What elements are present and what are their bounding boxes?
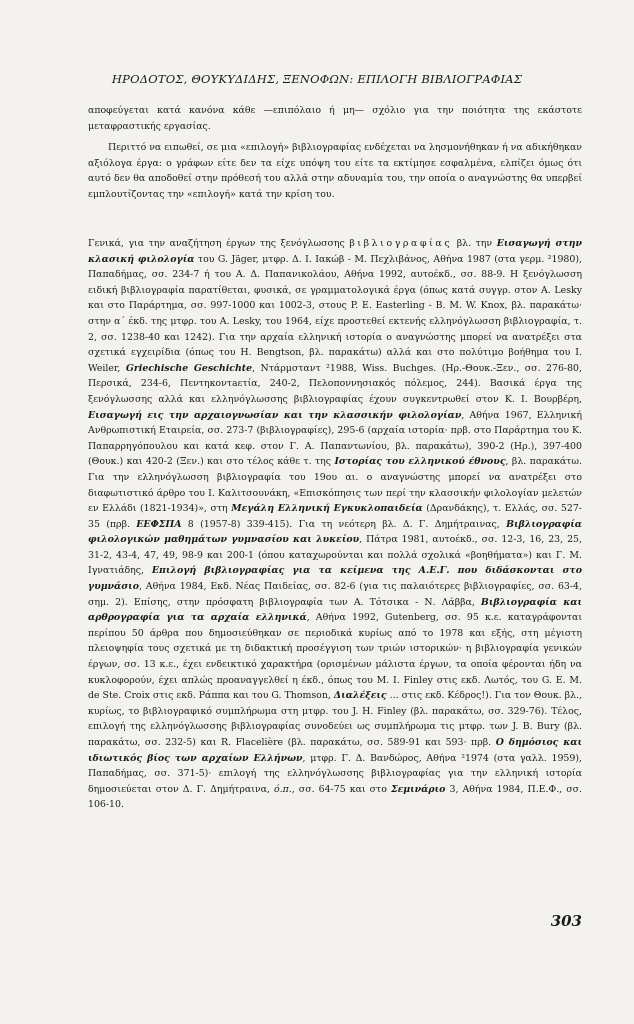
intro-paragraph: Περιττό να ειπωθεί, σε μια «επιλογή» βιβλιογραφίας ενδέχεται να λησμονήθηκαν ή να αδικήθηκαν αξιόλογα έργα: ο γράφων είτε δεν τα είχε υπόψη του είτε τα εκτίμησε εσφαλμένα, ελπίζει όμως ότι αυτό δεν θα αποδοθεί στην πρόθεσή του αλλά στην αδυναμία του, την οποία ο αναγνώστης θα υπερβεί εμπλουτίζοντας την «επιλογή» κατά την κρίση του. — [88, 142, 582, 200]
text-segment: , βλ. παρακάτω. Για την ελληνόγλωσση βιβλιογραφία του 19ου αι. ο αναγνώστης μπορεί να ανατρέξει στο διαφωτιστικό άρθρο του Ι. Καλιτσουνάκη, «Επισκόπησις των περί την κλασσικήν φιλολογίαν μελετών εν Ελλάδι (1821-1934)», στη — [88, 456, 582, 515]
text-segment: ... στις εκδ. Κέδρος!). Για τον Θουκ. βλ., κυρίως, το βιβλιογραφικό συμπλήρωμα στη μτφρ. του J. H. Finley (βλ. παρακάτω, σσ. 329-76). Τέλος, επιλογή της ελληνόγλωσσης βιβλιογραφίας συνοδεύει ως συμπλήρωμα τις μτφρ. των J. B. Bury (βλ. παρακάτω, σσ. 232-5) και R. Flacelière (βλ. παρακάτω, σσ. 589-91 και 593· πρβ. — [88, 690, 582, 748]
text-segment: 8 (1957-8) 339-415). Για τη νεότερη βλ. Δ. Γ. Δημήτραινας, — [181, 518, 507, 530]
running-head: ΗΡΟΔΟΤΟΣ, ΘΟΥΚΥΔΙΔΗΣ, ΞΕΝΟΦΩΝ: ΕΠΙΛΟΓΗ ΒΙΒΛΙΟΓΡΑΦΙΑΣ — [111, 72, 523, 86]
spaced-word: βιβλιογραφίας — [349, 238, 453, 249]
text-segment: , Αθήνα 1967, Ελληνική Ανθρωπιστική Εταιρεία, σσ. 273-7 (βιβλιογραφίες), 295-6 (αρχαία ιστορία· πρβ. στο Παράρτημα του Κ. Παπαρρηγόπουλου και κατά κεφ. στον Γ. Α. Παπαντωνίου, βλ. παρακάτω), 390-2 (Ηρ.), 397-400 (Θουκ.) και 420-2 (Ξεν.) και στο τέλος κάθε τ. της — [88, 409, 582, 468]
bibliography-paragraph — [88, 236, 582, 813]
text-segment: 3, Αθήνα 1984, Π.Ε.Φ., σσ. 106-10. — [88, 783, 582, 811]
text-segment: , Πάτρα 1981, αυτοέκδ., σσ. 12-3, 16, 23, 25, 31-2, 43-4, 47, 49, 98-9 και 200-1 (όπου καταχωρούνται και πολλά σχολικά «βοηθήματα») και Γ. Μ. Ιγνατιάδης, — [88, 534, 582, 577]
text-segment: Γενικά, για την αναζήτηση έργων της ξενόγλωσσης — [88, 238, 350, 249]
text-segment: , Αθήνα 1984, Εκδ. Νέας Παιδείας, σσ. 82-6 (για τις παλαιότερες βιβλιογραφίες, σσ. 63-4, σημ. 2). Επίσης, στην πρόσφατη βιβλιογραφία των Α. Τότσικα - Ν. Λάββα, — [88, 581, 582, 608]
text-segment: (Δρανδάκης), τ. Ελλάς, σσ. 527-35 (πρβ. — [88, 503, 582, 530]
book-title: Μεγάλη Ελληνική Εγκυκλοπαιδεία — [231, 503, 423, 515]
intro-paragraph-continued: αποφεύγεται κατά κανόνα κάθε —επιπόλαιο ή μη— σχόλιο για την ποιότητα της εκάστοτε μεταφραστικής εργασίας. — [88, 105, 582, 132]
book-title: Βιβλιογραφία φιλολογικών μαθημάτων γυμνασίου και λυκείου — [88, 518, 582, 546]
book-title: Griechische Geschichte — [125, 362, 253, 374]
book-title: Βιβλιογραφία και αρθρογραφία για τα αρχαία ελληνικά — [88, 596, 582, 624]
book-title: Επιλογή βιβλιογραφίας για τα κείμενα της Α.Ε.Γ. που διδάσκονται στο γυμνάσιο — [88, 565, 582, 593]
page-number: 303 — [550, 912, 582, 930]
text-segment: , Ντάρμσταντ ²1988, Wiss. Buchges. (Ηρ.-Θουκ.-Ξεν., σσ. 276-80, Περσικά, 234-6, Πεντηκοντaετία, 240-2, Πελοποννησιακός πόλεμος, 244). Βασικά έργα της ξενόγλωσσης αλλά και ελληνόγλωσσης βιβλιογραφίας έχουν συγκεντρωθεί στον Κ. Ι. Βουρβέρη, — [88, 362, 582, 405]
book-title: Ο δημόσιος και ιδιωτικός βίος των αρχαίων Ελλήνων — [88, 737, 582, 764]
text-segment: βλ. την — [452, 238, 497, 249]
text-segment: , σσ. 64-75 και στο — [291, 783, 391, 795]
book-title: Ιστορίας του ελληνικού έθνους — [334, 456, 506, 468]
text-segment: , μτφρ. Γ. Δ. Βανδώρος, Αθήνα ²1974 (στα γαλλ. 1959), Παπαδήμας, σσ. 371-5)· επιλογή της ελληνόγλωσσης βιβλιογραφίας για την ελληνική ιστορία δημοσιεύεται στον Δ. Γ. Δημήτραινα, — [88, 752, 582, 795]
journal-title: Σεμινάριο — [390, 783, 446, 795]
book-title: Εισαγωγή στην κλασική φιλολογία — [88, 238, 582, 265]
journal-abbreviation: ΕΕΦΣΠΑ — [136, 518, 182, 530]
op-cit: ό.π. — [273, 783, 292, 795]
text-segment: , Αθήνα 1992, Gutenberg, σσ. 95 κ.ε. καταγράφονται περίπου 50 άρθρα που δημοσιεύθηκαν σε περιοδικά κυρίως από το 1978 και εξής, στη μέγιστη πλειοψηφία τους σχετικά με τη διδακτική προσέγγιση των τριών ιστορικών· η βιβλιογραφία γενικών έργων, σσ. 13 κ.ε., έχει ενδεικτικό χαρακτήρα (ορισμένων μάλιστα έργων, τα οποία φέρονται ήδη να κυκλοφορούν, έχει απλώς προαναγγελθεί η έκδ., όπως του M. I. Finley στις εκδ. Λωτός, του G. E. M. de Ste. Croix στις εκδ. Ράππα και του G. Thomson, — [88, 612, 582, 702]
book-title: Διαλέξεις — [333, 690, 387, 702]
text-segment: του G. Jäger, μτφρ. Δ. Ι. Ιακώβ - Μ. Πεχλιβάνος, Αθήνα 1987 (στα γερμ. ²1980), Παπαδήμας, σσ. 234-7 ή του Α. Δ. Παπανικολάου, Αθήνα 1992, αυτοέκδ., σσ. 88-9. Η ξενόγλωσση ειδική βιβλιογραφία παρατίθεται, φυσικά, σε γραμματολογικά έργα (όπως κατά συγγρ. στον A. Lesky και στο Παράρτημα, σσ. 997-1000 και 1002-3, στους P. E. Easterling - B. M. W. Knox, βλ. παρακάτω· στην α΄ έκδ. της μτφρ. του A. Lesky, του 1964, είχε προστεθεί εκτενής ελληνόγλωσση βιβλιογραφία, τ. 2, σσ. 1238-40 και 1242). Για την αρχαία ελληνική ιστορία ο αναγνώστης μπορεί να ανατρέξει στα σχετικά εγχειρίδια (όπως του H. Bengtson, βλ. παρακάτω) αλλά και στο πολύτιμο βοήθημα του I. Weiler, — [88, 253, 582, 374]
book-title: Εισαγωγή εις την αρχαιογνωσίαν και την κλασσικήν φιλολογίαν — [88, 409, 462, 421]
